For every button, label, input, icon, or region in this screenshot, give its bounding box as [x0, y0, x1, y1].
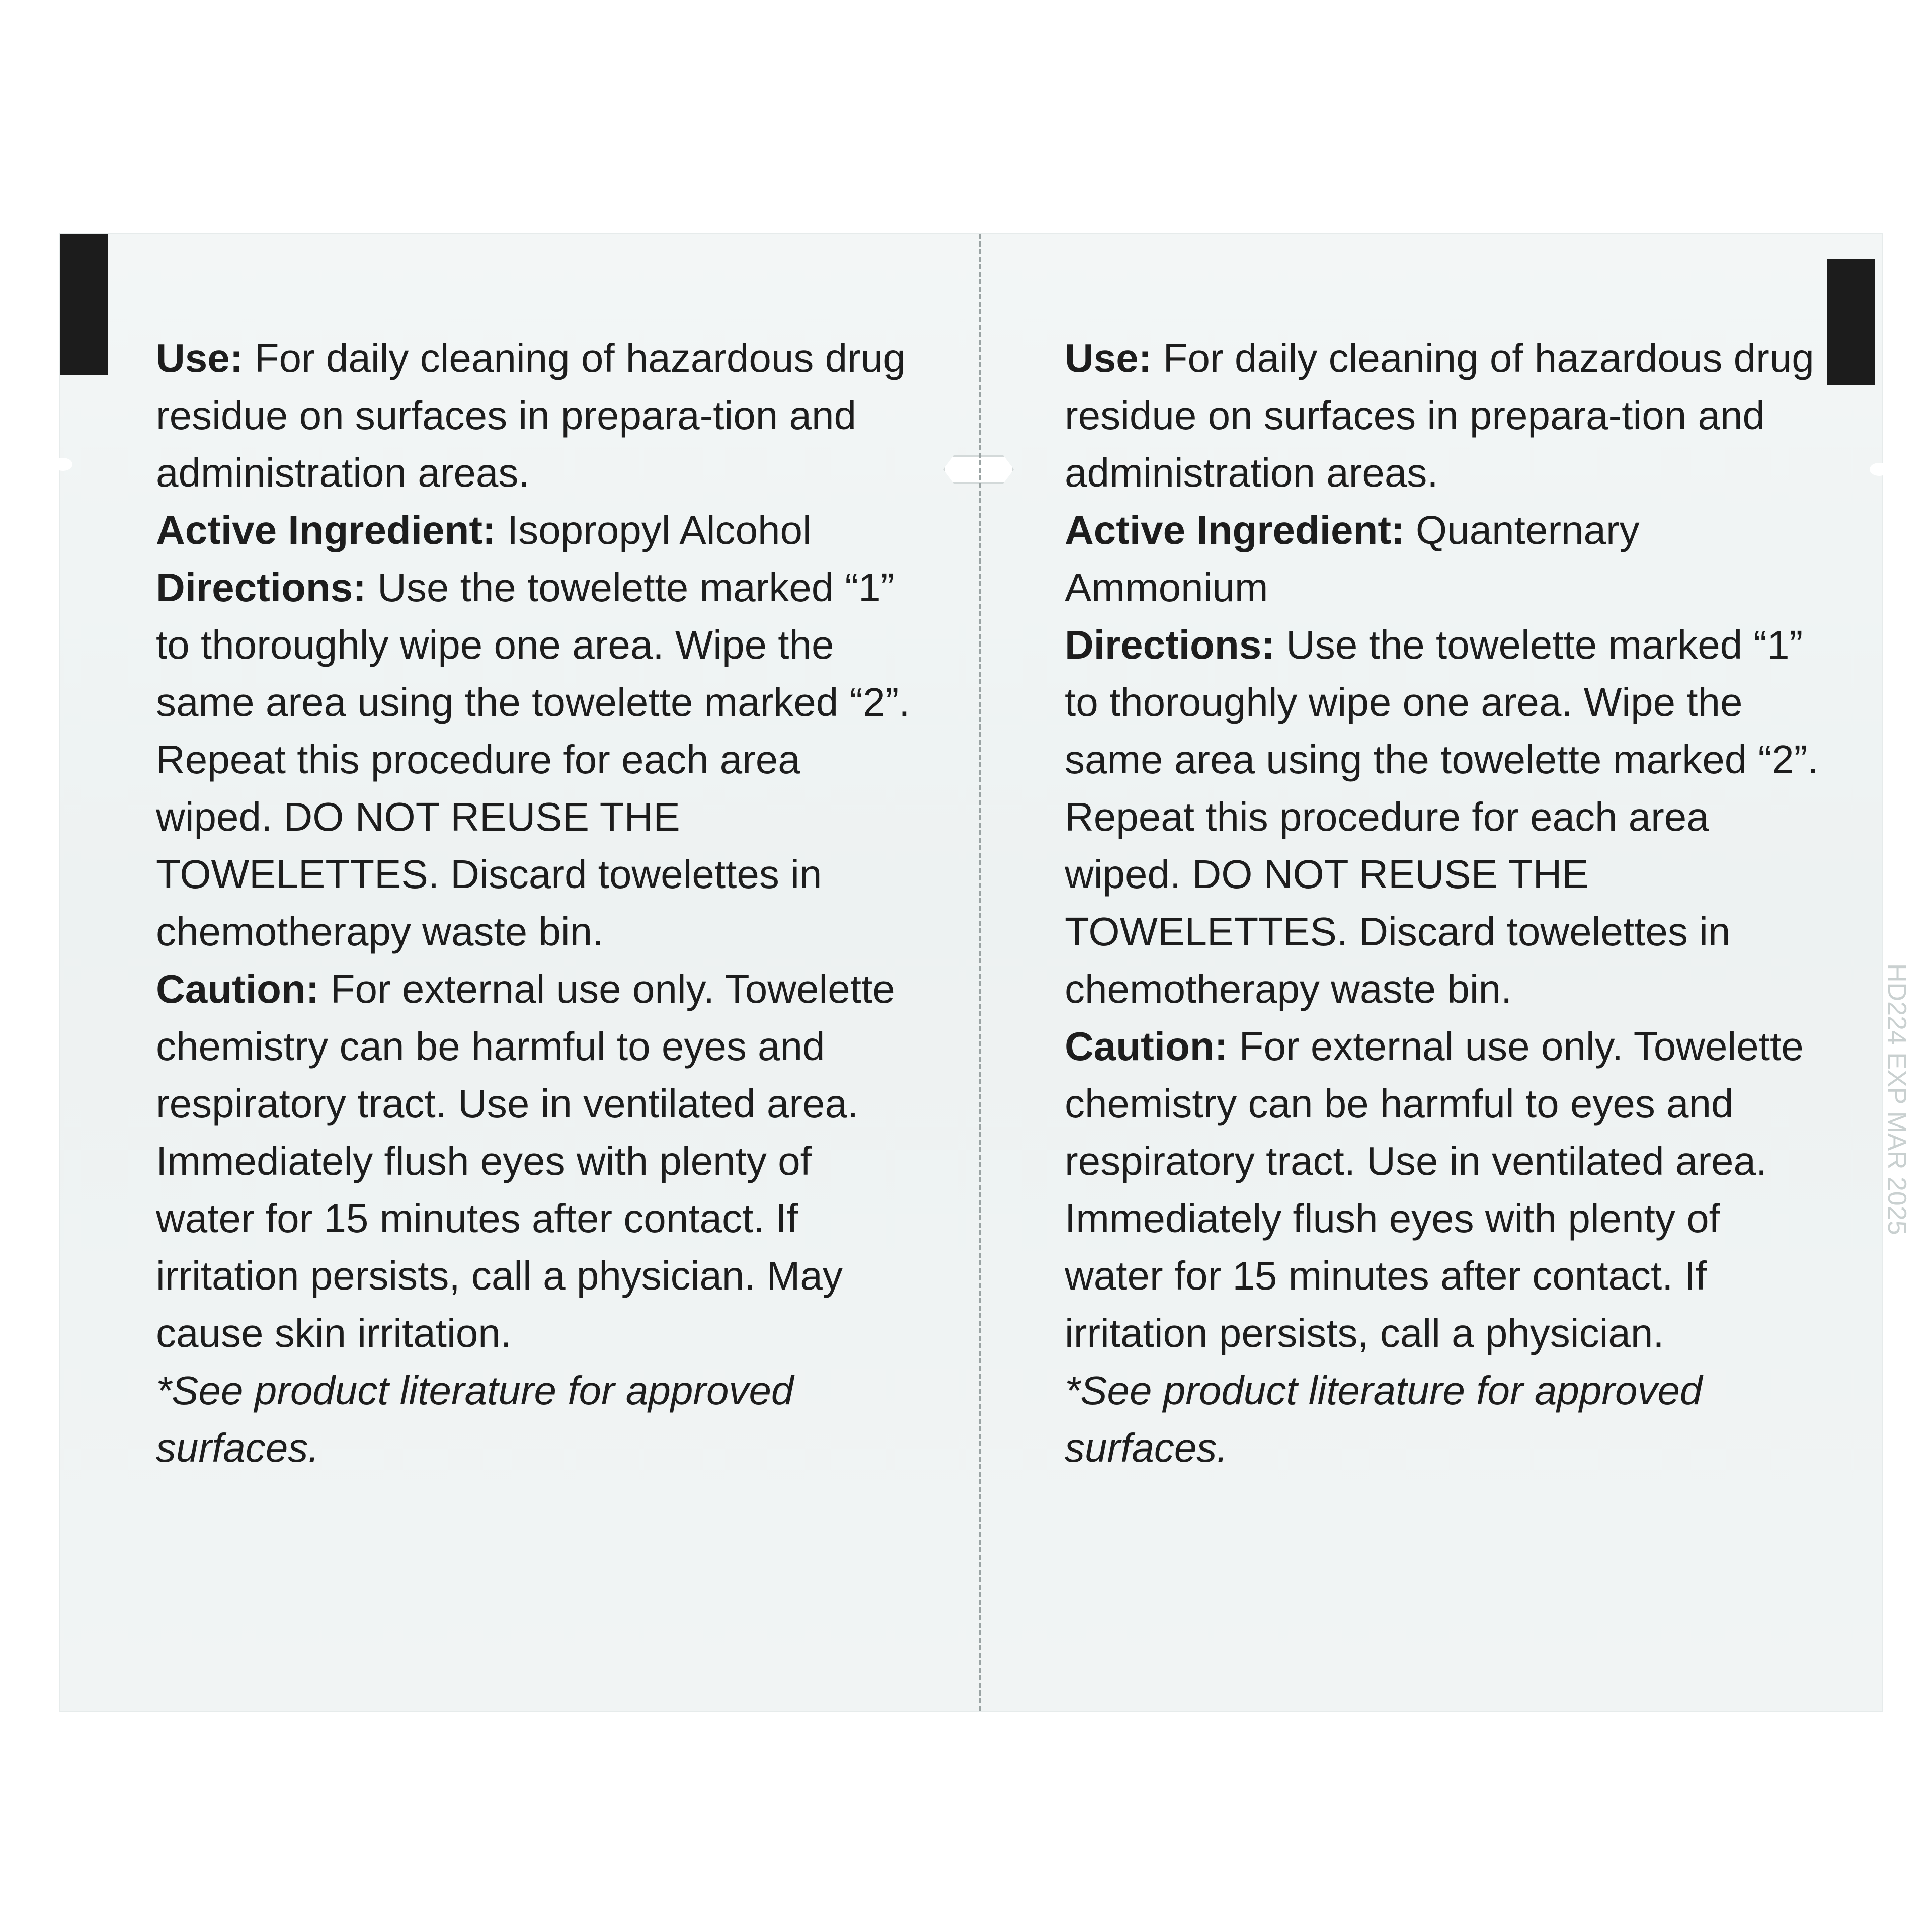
footnote: *See product literature for approved surfaces. [156, 1368, 794, 1470]
use-label: Use: [156, 336, 244, 380]
active-ingredient-section [156, 502, 921, 559]
caution-section [156, 960, 921, 1362]
directions-text: Use the towelette marked “1” to thoroughly wipe one area. Wipe the same area using the towelette marked “2”. Repeat this procedure for each area wiped. DO NOT REUSE THE TOWELETTES. Discard towelettes in chemotherapy waste bin. [156, 565, 910, 954]
directions-section [1065, 616, 1829, 1018]
perforation-seam [979, 234, 981, 1711]
active-ingredient-label: Active Ingredient: [156, 508, 496, 552]
left-edge-notch [53, 458, 72, 471]
use-label: Use: [1065, 336, 1152, 380]
right-label-panel [1065, 330, 1829, 1477]
right-edge-notch [1870, 463, 1889, 476]
active-ingredient-text: Quanternary Ammonium [1065, 508, 1640, 610]
right-black-tab [1827, 259, 1875, 385]
directions-text: Use the towelette marked “1” to thoroughly wipe one area. Wipe the same area using the towelette marked “2”. Repeat this procedure for each area wiped. DO NOT REUSE THE TOWELETTES. Discard towelettes in chemotherapy waste bin. [1065, 622, 1819, 1011]
footnote: *See product literature for approved surfaces. [1065, 1368, 1703, 1470]
directions-section [156, 559, 921, 960]
towelette-packet [60, 234, 1911, 1711]
caution-label: Caution: [1065, 1024, 1228, 1069]
use-section [1065, 330, 1829, 502]
directions-label: Directions: [156, 565, 366, 610]
active-ingredient-text: Isopropyl Alcohol [507, 508, 812, 552]
caution-section [1065, 1018, 1829, 1362]
caution-text: For external use only. Towelette chemistry can be harmful to eyes and respiratory tract. Use in ventilated area. Immediately flush eyes with plenty of water for 15 minutes after contact. If irritation persists, call a physician. May cause skin irritation. [156, 967, 895, 1355]
active-ingredient-section [1065, 502, 1829, 616]
caution-label: Caution: [156, 967, 319, 1011]
left-black-tab [60, 234, 108, 375]
lot-expiry-mark: HD224 EXP MAR 2025 [1882, 963, 1911, 1235]
left-label-panel [156, 330, 921, 1477]
directions-label: Directions: [1065, 622, 1275, 667]
use-section [156, 330, 921, 502]
active-ingredient-label: Active Ingredient: [1065, 508, 1405, 552]
caution-text: For external use only. Towelette chemistry can be harmful to eyes and respiratory tract. Use in ventilated area. Immediately flush eyes with plenty of water for 15 minutes after contact. If irritation persists, call a physician. [1065, 1024, 1804, 1355]
use-text: For daily cleaning of hazardous drug residue on surfaces in prepara-tion and administration areas. [156, 336, 906, 495]
use-text: For daily cleaning of hazardous drug residue on surfaces in prepara-tion and administration areas. [1065, 336, 1814, 495]
